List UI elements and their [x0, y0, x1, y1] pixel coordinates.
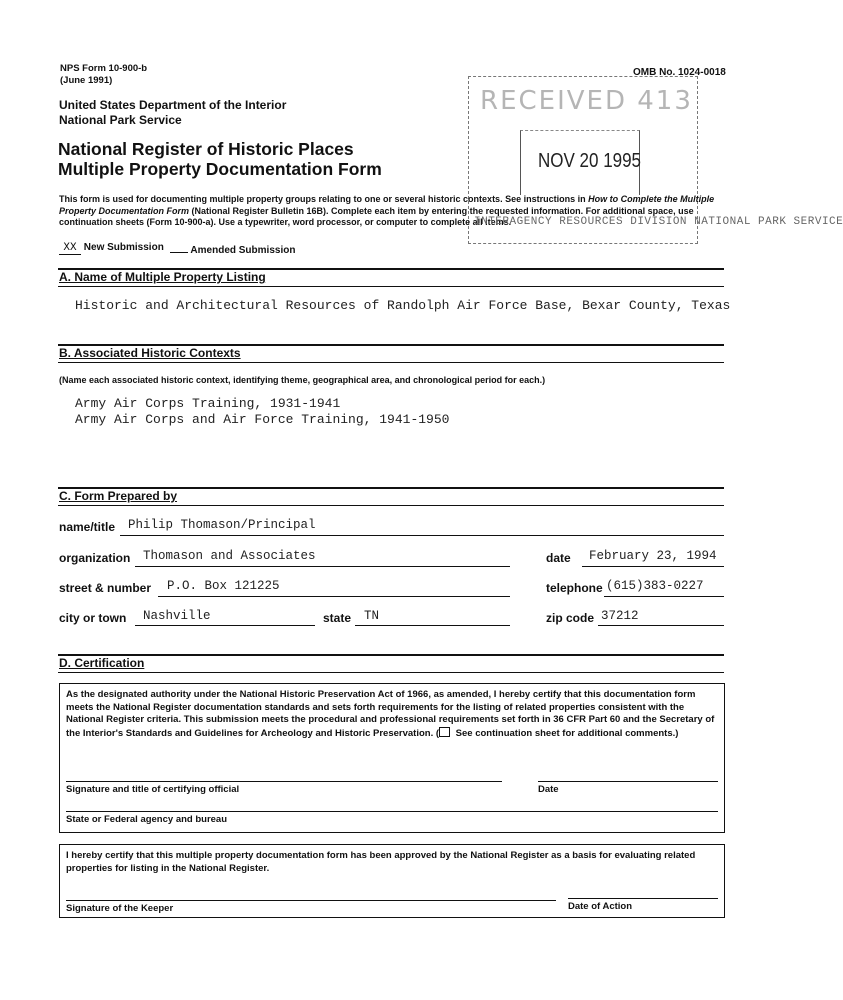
telephone-value[interactable]: (615)383-0227 — [606, 579, 704, 593]
certifying-signature-line[interactable] — [66, 781, 502, 782]
date-value[interactable]: February 23, 1994 — [589, 549, 717, 563]
zip-code-label: zip code — [546, 611, 595, 625]
name-title-value[interactable]: Philip Thomason/Principal — [128, 518, 316, 532]
section-a-heading: A. Name of Multiple Property Listing — [59, 270, 266, 284]
historic-contexts-list[interactable] — [75, 396, 449, 428]
section-b-instruction: (Name each associated historic context, identifying theme, geographical area, and chronological period for each.) — [59, 375, 546, 385]
keeper-signature-line[interactable] — [66, 900, 556, 901]
intro-text-2: (National Register Bulletin 16B). Complete each item by entering the requested information. For additional space, use continuation sheets (Form 10-900-a). Use a typewriter, word processor, or computer to complete all items. — [59, 205, 694, 227]
organization-label: organization — [59, 551, 131, 565]
title-line-2: Multiple Property Documentation Form — [58, 159, 382, 179]
section-d-rule — [58, 654, 724, 656]
name-title-line — [120, 535, 724, 536]
certification-statement — [66, 689, 718, 740]
form-number: NPS Form 10-900-b — [60, 63, 148, 74]
omb-number: OMB No. 1024-0018 — [633, 67, 726, 78]
agency-bureau-line[interactable] — [66, 811, 718, 812]
street-number-value[interactable]: P.O. Box 121225 — [167, 579, 280, 593]
historic-context-1: Army Air Corps Training, 1931-1941 — [75, 396, 341, 411]
page-title — [58, 139, 382, 179]
received-stamp-division: INTERAGENCY RESOURCES DIVISION NATIONAL PARK SERVICE — [474, 216, 843, 228]
action-date-line[interactable] — [568, 898, 718, 899]
certification-date-label: Date — [538, 784, 559, 795]
date-line — [582, 566, 724, 567]
certification-date-line[interactable] — [538, 781, 718, 782]
city-line — [135, 625, 315, 626]
agency-bureau-label: State or Federal agency and bureau — [66, 814, 228, 825]
agency-block — [59, 98, 286, 128]
state-line — [355, 625, 510, 626]
new-submission-mark[interactable]: XX — [59, 242, 81, 255]
continuation-sheet-checkbox[interactable] — [439, 727, 450, 737]
department-name: United States Department of the Interior — [59, 98, 287, 112]
city-value[interactable]: Nashville — [143, 609, 211, 623]
amended-submission-option[interactable] — [170, 242, 295, 256]
intro-text-1: This form is used for documenting multiple property groups relating to one or several historic contexts. See instructions in — [59, 194, 589, 204]
state-label: state — [323, 611, 352, 625]
form-number-block — [60, 63, 147, 87]
street-number-label: street & number — [59, 581, 152, 595]
name-title-label: name/title — [59, 520, 116, 534]
certification-text: As the designated authority under the National Historic Preservation Act of 1966, as amended, I hereby certify that this documentation form meets the National Register documentation standards and sets forth requirements for the listing of related properties consistent with the National Register criteria. This submission meets the procedural and professional requirements set forth in 36 CFR Part 60 and the Secretary of the Interior's Standards and Guidelines for Archeology and Historic Preservation. ( — [66, 689, 715, 739]
service-name: National Park Service — [59, 113, 182, 127]
certification-text-end: See continuation sheet for additional comments.) — [453, 727, 679, 739]
organization-value[interactable]: Thomason and Associates — [143, 549, 316, 563]
action-date-label: Date of Action — [568, 901, 633, 912]
new-submission-option[interactable] — [59, 242, 164, 255]
telephone-line — [604, 596, 724, 597]
city-label: city or town — [59, 611, 127, 625]
street-number-line — [158, 596, 510, 597]
section-b-underline — [58, 362, 724, 363]
zip-code-line — [598, 625, 724, 626]
section-a-underline — [58, 286, 724, 287]
received-stamp-date: NOV 20 1995 — [538, 150, 642, 172]
section-d-heading: D. Certification — [59, 656, 145, 670]
title-line-1: National Register of Historic Places — [58, 139, 354, 159]
date-label: date — [546, 551, 571, 565]
amended-submission-mark[interactable] — [170, 242, 188, 253]
form-revision-date: (June 1991) — [60, 75, 113, 86]
keeper-statement: I hereby certify that this multiple property documentation form has been approved by the National Register as a basis for evaluating related properties for listing in the National Register. — [66, 850, 696, 874]
intro-bulletin-title: How to Complete the Multiple Property Documentation Form — [59, 194, 715, 216]
section-d-underline — [58, 672, 724, 673]
certifying-signature-label: Signature and title of certifying official — [66, 784, 240, 795]
section-c-underline — [58, 505, 724, 506]
amended-submission-label: Amended Submission — [190, 245, 296, 256]
state-value[interactable]: TN — [364, 609, 380, 623]
historic-context-2: Army Air Corps and Air Force Training, 1941-1950 — [75, 412, 450, 427]
zip-code-value[interactable]: 37212 — [601, 609, 639, 623]
received-stamp-text: RECEIVED 413 — [480, 86, 693, 116]
multiple-property-name[interactable]: Historic and Architectural Resources of Randolph Air Force Base, Bexar County, Texas — [75, 298, 731, 313]
new-submission-label: New Submission — [83, 242, 164, 253]
section-b-heading: B. Associated Historic Contexts — [59, 346, 241, 360]
keeper-signature-label: Signature of the Keeper — [66, 903, 174, 914]
organization-line — [135, 566, 510, 567]
telephone-label: telephone — [546, 581, 603, 595]
section-c-heading: C. Form Prepared by — [59, 489, 178, 503]
